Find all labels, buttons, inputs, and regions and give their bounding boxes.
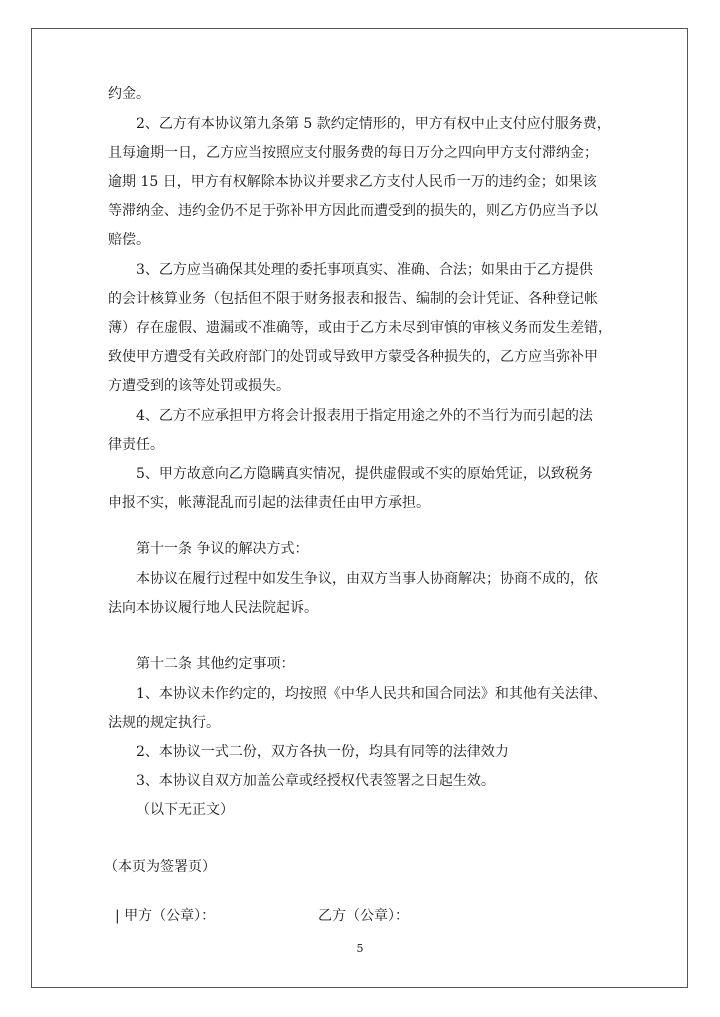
paragraph-line: 1、本协议未作约定的，均按照《中华人民共和国合同法》和其他有关法律、 [136, 686, 607, 702]
paragraph-line: 5、甲方故意向乙方隐瞒真实情况，提供虚假或不实的原始凭证，以致税务 [136, 466, 593, 482]
paragraph-line: 申报不实，帐薄混乱而引起的法律责任由甲方承担。 [108, 495, 430, 511]
article-heading: 第十一条 争议的解决方式： [136, 541, 309, 557]
paragraph-line: 逾期 15 日，甲方有权解除本协议并要求乙方支付人民币一万的违约金；如果该 [108, 174, 597, 190]
paragraph-line: 约金。 [108, 86, 150, 102]
page-number: 5 [356, 942, 364, 955]
paragraph-line: 本协议在履行过程中如发生争议，由双方当事人协商解决；协商不成的，依 [136, 571, 598, 587]
paragraph-line: 且每逾期一日，乙方应当按照应支付服务费的每日万分之四向甲方支付滞纳金； [108, 145, 598, 161]
signature-page-note: （本页为签署页） [104, 859, 216, 875]
paragraph-line: 致使甲方遭受有关政府部门的处罚或导致甲方蒙受各种损失的，乙方应当弥补甲 [108, 349, 598, 365]
paragraph-line: 赔偿。 [108, 232, 150, 248]
party-b-seal-label: 乙方（公章）： [318, 908, 409, 924]
paragraph-line: 2、本协议一式二份，双方各执一份，均具有同等的法律效力 [136, 744, 509, 760]
paragraph-line: 2、乙方有本协议第九条第 5 款约定情形的，甲方有权中止支付应付服务费， [136, 116, 611, 132]
paragraph-line: 方遭受到的该等处罚或损失。 [108, 378, 290, 394]
paragraph-line: 法向本协议履行地人民法院起诉。 [108, 600, 318, 616]
paragraph-line: 4、乙方不应承担甲方将会计报表用于指定用途之外的不当行为而引起的法 [136, 408, 593, 424]
paragraph-line: 律责任。 [108, 437, 164, 453]
paragraph-line: 薄）存在虚假、遗漏或不准确等，或由于乙方未尽到审慎的审核义务而发生差错， [108, 320, 612, 336]
end-note: （以下无正文） [136, 802, 234, 818]
paragraph-line: 法规的规定执行。 [108, 715, 220, 731]
paragraph-line: 3、乙方应当确保其处理的委托事项真实、准确、合法；如果由于乙方提供 [136, 262, 593, 278]
paragraph-line: 的会计核算业务（包括但不限于财务报表和报告、编制的会计凭证、各种登记帐 [108, 291, 598, 307]
party-a-seal-label: | 甲方（公章）： [115, 908, 216, 924]
paragraph-line: 等滞纳金、违约金仍不足于弥补甲方因此而遭受到的损失的，则乙方仍应当予以 [108, 203, 598, 219]
article-heading: 第十二条 其他约定事项： [136, 656, 295, 672]
paragraph-line: 3、本协议自双方加盖公章或经授权代表签署之日起生效。 [136, 773, 495, 789]
